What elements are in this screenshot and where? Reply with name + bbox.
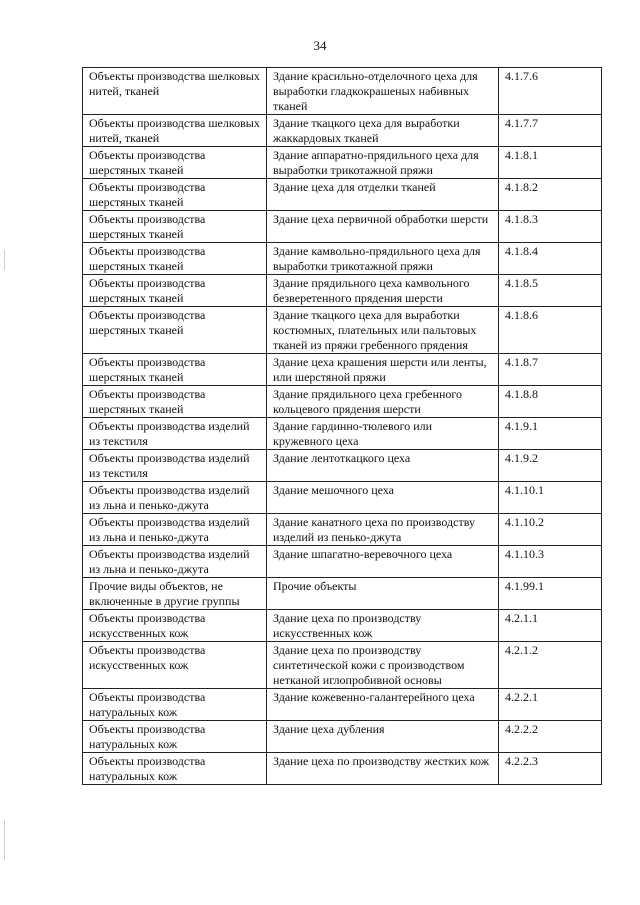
- code-cell: 4.1.10.2: [499, 514, 602, 546]
- classification-table: [82, 67, 602, 785]
- table-row: [83, 450, 602, 482]
- group-cell: Объекты производства шерстяных тканей: [83, 354, 267, 386]
- object-cell: Здание красильно-отделочного цеха для выработки гладкокрашеных набивных тканей: [267, 68, 499, 115]
- code-cell: 4.2.2.2: [499, 721, 602, 753]
- table-row: [83, 115, 602, 147]
- code-cell: 4.1.10.3: [499, 546, 602, 578]
- table-row: [83, 354, 602, 386]
- page-number: 34: [313, 38, 327, 53]
- table-row: [83, 689, 602, 721]
- group-cell: Объекты производства изделий из текстиля: [83, 418, 267, 450]
- object-cell: Здание цеха по производству синтетической кожи с производством нетканой иглопробивной основы: [267, 642, 499, 689]
- table-row: [83, 275, 602, 307]
- table-row: [83, 482, 602, 514]
- table-row: [83, 68, 602, 115]
- code-cell: 4.2.2.1: [499, 689, 602, 721]
- group-cell: Объекты производства искусственных кож: [83, 610, 267, 642]
- group-cell: Объекты производства шерстяных тканей: [83, 307, 267, 354]
- table-row: [83, 514, 602, 546]
- group-cell: Объекты производства шелковых нитей, тканей: [83, 115, 267, 147]
- group-cell: Объекты производства изделий из текстиля: [83, 450, 267, 482]
- group-cell: Объекты производства изделий из льна и пенько-джута: [83, 482, 267, 514]
- code-cell: 4.2.2.3: [499, 753, 602, 785]
- object-cell: Здание прядильного цеха камвольного безверетенного прядения шерсти: [267, 275, 499, 307]
- table-row: [83, 243, 602, 275]
- object-cell: Здание аппаратно-прядильного цеха для выработки трикотажной пряжи: [267, 147, 499, 179]
- code-cell: 4.1.9.1: [499, 418, 602, 450]
- group-cell: Объекты производства шерстяных тканей: [83, 386, 267, 418]
- group-cell: Прочие виды объектов, не включенные в другие группы: [83, 578, 267, 610]
- code-cell: 4.1.99.1: [499, 578, 602, 610]
- object-cell: Здание цеха крашения шерсти или ленты, или шерстяной пряжи: [267, 354, 499, 386]
- object-cell: Здание цеха по производству жестких кож: [267, 753, 499, 785]
- group-cell: Объекты производства шерстяных тканей: [83, 211, 267, 243]
- table-row: [83, 386, 602, 418]
- code-cell: 4.1.8.6: [499, 307, 602, 354]
- group-cell: Объекты производства шелковых нитей, тканей: [83, 68, 267, 115]
- object-cell: Прочие объекты: [267, 578, 499, 610]
- object-cell: Здание гардинно-тюлевого или кружевного цеха: [267, 418, 499, 450]
- code-cell: 4.1.8.5: [499, 275, 602, 307]
- group-cell: Объекты производства искусственных кож: [83, 642, 267, 689]
- code-cell: 4.2.1.1: [499, 610, 602, 642]
- table-row: [83, 578, 602, 610]
- object-cell: Здание канатного цеха по производству изделий из пенько-джута: [267, 514, 499, 546]
- code-cell: 4.1.8.2: [499, 179, 602, 211]
- group-cell: Объекты производства шерстяных тканей: [83, 275, 267, 307]
- scan-margin-mark: [4, 820, 5, 860]
- table-row: [83, 610, 602, 642]
- table-row: [83, 546, 602, 578]
- code-cell: 4.1.10.1: [499, 482, 602, 514]
- object-cell: Здание прядильного цеха гребенного кольцевого прядения шерсти: [267, 386, 499, 418]
- code-cell: 4.1.7.7: [499, 115, 602, 147]
- group-cell: Объекты производства натуральных кож: [83, 689, 267, 721]
- group-cell: Объекты производства натуральных кож: [83, 753, 267, 785]
- table-row: [83, 418, 602, 450]
- code-cell: 4.1.8.8: [499, 386, 602, 418]
- group-cell: Объекты производства шерстяных тканей: [83, 243, 267, 275]
- group-cell: Объекты производства натуральных кож: [83, 721, 267, 753]
- table-row: [83, 642, 602, 689]
- object-cell: Здание цеха дубления: [267, 721, 499, 753]
- group-cell: Объекты производства шерстяных тканей: [83, 179, 267, 211]
- code-cell: 4.2.1.2: [499, 642, 602, 689]
- table-row: [83, 147, 602, 179]
- object-cell: Здание кожевенно-галантерейного цеха: [267, 689, 499, 721]
- object-cell: Здание ткацкого цеха для выработки костюмных, плательных или пальтовых тканей из пряжи гребенного прядения: [267, 307, 499, 354]
- code-cell: 4.1.8.1: [499, 147, 602, 179]
- object-cell: Здание цеха по производству искусственных кож: [267, 610, 499, 642]
- object-cell: Здание цеха первичной обработки шерсти: [267, 211, 499, 243]
- table-body: [83, 68, 602, 785]
- object-cell: Здание камвольно-прядильного цеха для выработки трикотажной пряжи: [267, 243, 499, 275]
- object-cell: Здание лентоткацкого цеха: [267, 450, 499, 482]
- code-cell: 4.1.8.4: [499, 243, 602, 275]
- table-row: [83, 211, 602, 243]
- table-row: [83, 179, 602, 211]
- group-cell: Объекты производства изделий из льна и пенько-джута: [83, 546, 267, 578]
- table-row: [83, 753, 602, 785]
- group-cell: Объекты производства шерстяных тканей: [83, 147, 267, 179]
- table-row: [83, 307, 602, 354]
- object-cell: Здание ткацкого цеха для выработки жаккардовых тканей: [267, 115, 499, 147]
- code-cell: 4.1.8.3: [499, 211, 602, 243]
- object-cell: Здание шпагатно-веревочного цеха: [267, 546, 499, 578]
- scan-margin-mark: [4, 250, 5, 270]
- table-row: [83, 721, 602, 753]
- object-cell: Здание мешочного цеха: [267, 482, 499, 514]
- code-cell: 4.1.7.6: [499, 68, 602, 115]
- code-cell: 4.1.8.7: [499, 354, 602, 386]
- object-cell: Здание цеха для отделки тканей: [267, 179, 499, 211]
- code-cell: 4.1.9.2: [499, 450, 602, 482]
- group-cell: Объекты производства изделий из льна и пенько-джута: [83, 514, 267, 546]
